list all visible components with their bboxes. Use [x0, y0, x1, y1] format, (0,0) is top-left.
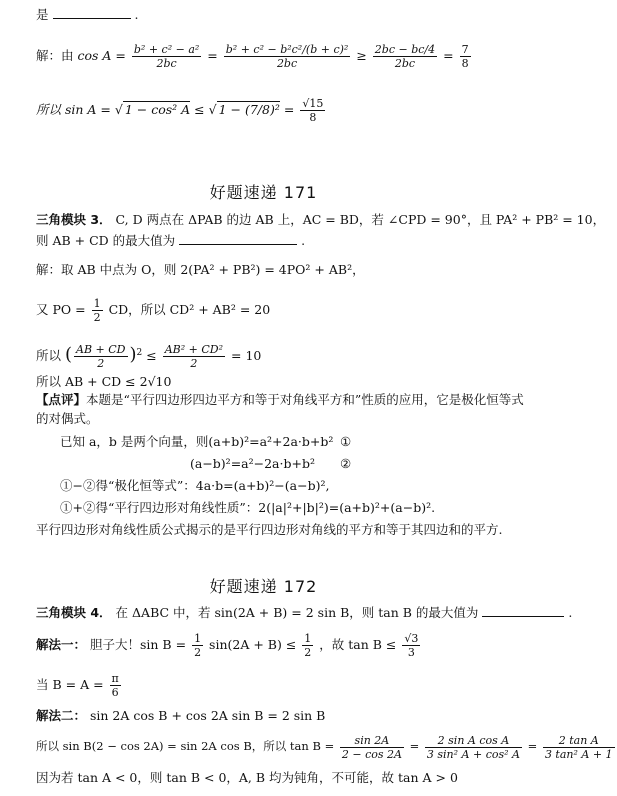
cos-a-label: cos A =: [77, 48, 126, 63]
top-answer-line: [36, 6, 138, 23]
answer-blank: [53, 6, 131, 19]
fraction: $\frac{1}{2}$: [93, 297, 101, 324]
comment-line6: ①+②得“平行四边形对角线性质”：2(|a|²+|b|²)=(a+b)²+(a−b)².: [60, 500, 436, 515]
solution-172-tanb: [36, 728, 617, 764]
section-heading-172: 好题速递 172: [209, 577, 318, 596]
problem-text: 在 ΔABC 中，若 sin(2A + B) = 2 sin B，则 tan B 的最大值为: [115, 605, 479, 620]
answer-blank: [482, 604, 564, 617]
problem-172-line: [36, 604, 572, 621]
fraction: $\frac{√3}{3}$: [404, 632, 419, 659]
problem-text: C, D 两点在 ΔPAB 的边 AB 上，AC = BD，若 ∠CPD = 90°，且 PA² + PB² = 10，: [115, 212, 606, 227]
comment-line3: 已知 a，b 是两个向量，则(a+b)²=a²+2a·b+b²: [60, 434, 334, 449]
text-suffix: .: [301, 233, 306, 248]
solution-172-conclusion: 因为若 tan A < 0，则 tan B < 0，A, B 均为钝角，不可能，故 tan A > 0: [36, 770, 458, 785]
fraction: $\frac{1}{2}$: [304, 632, 312, 659]
equals: =: [527, 739, 538, 753]
solution-sin-line: 所以 sin A = √ 1 − cos² A ≤ √ 1 − (7/8)² = $\frac{√15}{8}$: [36, 97, 324, 124]
text-prefix: 是: [36, 7, 49, 22]
comment-tag: 【点评】: [36, 392, 87, 407]
solution-172-method2: [36, 708, 325, 724]
equals: =: [207, 48, 218, 63]
comment-line2: 的对偶式。: [36, 411, 99, 426]
text: sin(2A + B) ≤: [209, 637, 297, 652]
equals: =: [283, 102, 295, 117]
solution-171-line2: [36, 294, 270, 326]
sqrt-expr: 1 − cos² A: [124, 102, 191, 117]
solution-171-line4: 所以 AB + CD ≤ 2√10: [36, 374, 172, 389]
sin-a-label: 所以 sin A =: [36, 102, 111, 117]
text: ，故 tan B ≤: [319, 637, 397, 652]
comment-line7: 平行四边形对角线性质公式揭示的是平行四边形对角线的平方和等于其四边和的平方.: [36, 522, 503, 537]
problem-171-line2: [36, 232, 305, 249]
geq: ≥: [356, 48, 367, 63]
problem-text: 则 AB + CD 的最大值为: [36, 233, 176, 248]
eq-number-2: ②: [340, 456, 352, 471]
method-label: 解法二：: [36, 708, 87, 723]
fraction: $\frac{√15}{8}$: [302, 97, 324, 124]
sqrt-expr: 1 − (7/8)²: [218, 102, 280, 117]
leq: ≤: [194, 102, 205, 117]
comment-line4: (a−b)²=a²−2a·b+b²: [190, 456, 315, 471]
solution-171-line3: 所以 ( $\frac{AB + CD}{2}$ )$^2$ ≤ $\frac{\text{AB² + CD²}}{2}$ = 10: [36, 343, 262, 371]
equals: =: [409, 739, 420, 753]
fraction: $\frac{AB + CD}{2}$: [76, 343, 126, 371]
problem-label: 三角模块 3．: [36, 212, 112, 227]
fraction: $\frac{\text{b² + c² − a²}}{2bc}$: [133, 43, 200, 70]
solution-lead: 解：由: [36, 48, 74, 63]
text: sin 2A cos B + cos 2A sin B = 2 sin B: [90, 708, 326, 723]
text: = 10: [231, 348, 262, 364]
fraction: $\frac{\text{2 sin A cos A}}{\text{3 sin² A + cos² A}}$: [426, 733, 520, 761]
fraction: $\frac{\pi}{6}$: [111, 672, 119, 699]
solution-cos-line: [36, 36, 473, 76]
fraction: $\frac{\sin 2A}{2 - \cos 2A}$: [341, 733, 402, 761]
solution-171-line1: 解：取 AB 中点为 O，则 2(PA² + PB²) = 4PO² + AB²，: [36, 262, 365, 277]
text: 当 B = A =: [36, 677, 104, 692]
section-heading-171: 好题速递 171: [209, 183, 318, 202]
fraction: $\frac{2bc - bc/4}{2bc}$: [374, 43, 436, 70]
text-suffix: .: [568, 605, 573, 620]
comment-line1: [36, 392, 524, 408]
fraction: $\frac{1}{2}$: [194, 632, 202, 659]
text-suffix: .: [134, 7, 139, 22]
fraction: $\frac{7}{8}$: [461, 43, 469, 70]
answer-blank: [179, 232, 297, 245]
solution-172-method1: [36, 628, 422, 662]
comment-text: 本题是“平行四边形四边平方和等于对角线平方和”性质的应用，它是极化恒等式: [86, 392, 524, 407]
eq-number-1: ①: [340, 434, 352, 449]
solution-172-equality: [36, 668, 123, 702]
equals: =: [443, 48, 454, 63]
text: 所以 sin B(2 − cos 2A) = sin 2A cos B，所以 tan B =: [36, 739, 335, 753]
text: 所以: [36, 348, 62, 364]
method-label: 解法一：: [36, 637, 87, 652]
fraction: $\frac{\text{AB² + CD²}}{2}$: [164, 343, 224, 371]
problem-label: 三角模块 4．: [36, 605, 112, 620]
text: 胆子大！sin B =: [90, 637, 187, 652]
problem-171-line1: [36, 212, 605, 228]
comment-line5: ①−②得“极化恒等式”：4a·b=(a+b)²−(a−b)²,: [60, 478, 330, 493]
text: CD，所以 CD² + AB² = 20: [108, 302, 271, 317]
fraction: $\frac{\text{b² + c² − b²c²/(b + c)²}}{2bc}$: [225, 43, 349, 70]
text: 又 PO =: [36, 302, 86, 317]
fraction: $\frac{\text{2 tan A}}{\text{3 tan² A + 1}}$: [544, 733, 613, 761]
leq: ≤: [146, 348, 157, 364]
